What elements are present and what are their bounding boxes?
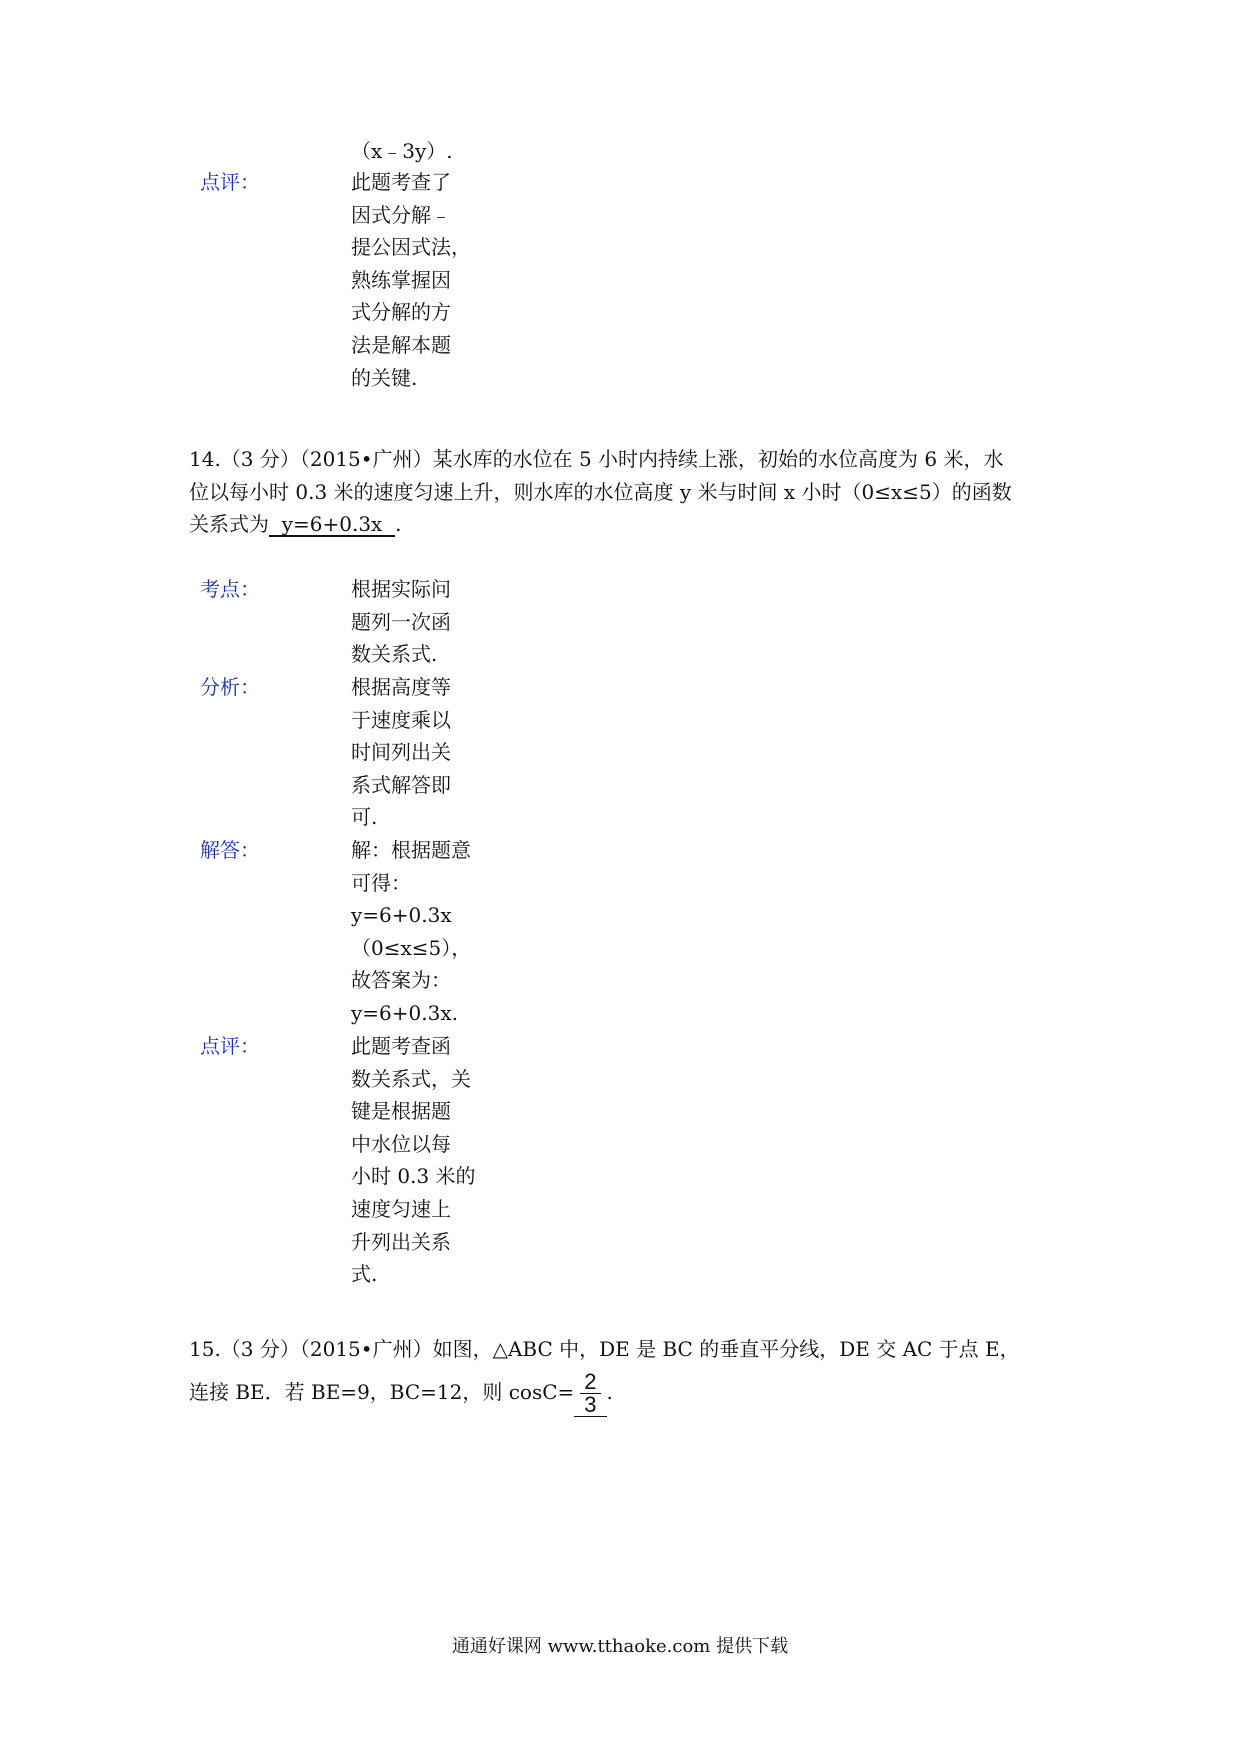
kaodian-label: 考点： [200, 577, 260, 601]
question-14-line-3: 关系式为 y=6+0.3x . [189, 512, 402, 536]
continuation-line: （x﹣3y）. [351, 139, 453, 163]
fraction-answer: $\frac{2}{3}$ [580, 1371, 600, 1416]
dianping-label: 点评： [200, 1034, 260, 1058]
question-14 [189, 443, 1059, 541]
answer-continuation [351, 135, 491, 168]
page-footer: 通通好课网 www.tthaoke.com 提供下载 [451, 1636, 789, 1657]
question-14-line-2: 位以每小时 0.3 米的速度匀速上升，则水库的水位高度 y 米与时间 x 小时（0≤x≤5）的函数 [189, 479, 1012, 504]
question-15 [189, 1326, 1059, 1417]
review-label-q13: 点评： [200, 170, 260, 194]
question-15-line-2: 连接 BE．若 BE=9，BC=12，则 cosC= $\frac{2}{3}$ . [189, 1369, 613, 1417]
kaodian-text: 根据实际问 题列一次函 数关系式. [351, 577, 451, 667]
dianping-text: 此题考查函 数关系式，关 键是根据题 中水位以每 小时 0.3 米的 速度匀速上 升列出关系 式. [351, 1034, 476, 1287]
jieda-label: 解答： [200, 838, 260, 862]
answer-blank-q15 [574, 1371, 606, 1417]
jieda-text: 解：根据题意 可得： y=6+0.3x （0≤x≤5）， 故答案为： y=6+0.3x. [351, 838, 472, 1025]
fenxi-label: 分析： [200, 675, 260, 699]
review-text-q13: 此题考查了 因式分解﹣ 提公因式法， 熟练掌握因 式分解的方 法是解本题 的关键. [351, 170, 471, 390]
question-14-line-1: 14.（3 分）（2015•广州）某水库的水位在 5 小时内持续上涨，初始的水位高度为 6 米，水 [189, 447, 1004, 471]
fenxi-text: 根据高度等 于速度乘以 时间列出关 系式解答即 可. [351, 675, 451, 830]
answer-blank-q14: y=6+0.3x [269, 512, 396, 536]
question-15-line-1: 15.（3 分）（2015•广州）如图，△ABC 中，DE 是 BC 的垂直平分线，DE 交 AC 于点 E， [189, 1337, 1020, 1361]
